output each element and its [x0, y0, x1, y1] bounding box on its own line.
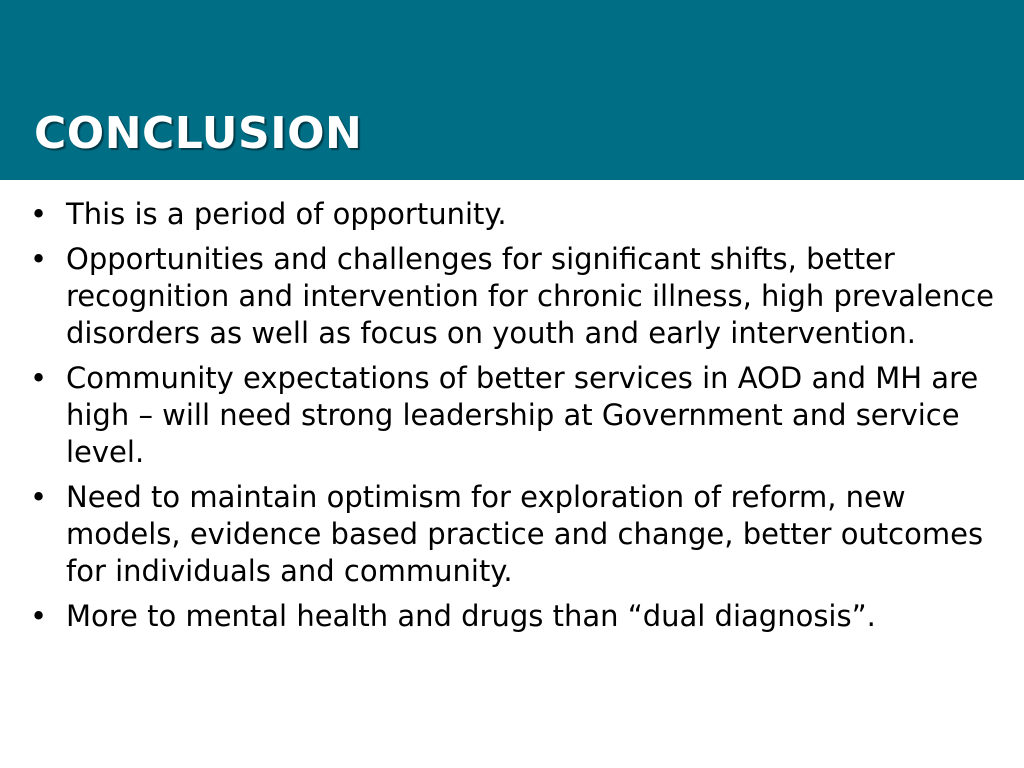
bullet-text: Need to maintain optimism for exploration of reform, new models, evidence based practice and change, better outcomes for individuals and community. — [66, 480, 984, 588]
bullet-icon: • — [30, 197, 48, 231]
bullet-item — [30, 479, 1005, 590]
bullet-icon: • — [30, 599, 48, 633]
bullet-text: Community expectations of better services in AOD and MH are high – will need strong leadership at Government and service level. — [66, 361, 979, 469]
slide-title: CONCLUSION — [34, 108, 363, 159]
bullet-text: Opportunities and challenges for significant shifts, better recognition and intervention for chronic illness, high prevalence disorders as well as focus on youth and early intervention. — [66, 242, 994, 350]
bullet-text: More to mental health and drugs than “dual diagnosis”. — [66, 599, 876, 633]
bullet-list — [30, 196, 1005, 643]
bullet-icon: • — [30, 480, 48, 514]
bullet-icon: • — [30, 242, 48, 276]
bullet-item — [30, 360, 1005, 471]
header-bar — [0, 0, 1024, 180]
bullet-text: This is a period of opportunity. — [66, 197, 507, 231]
bullet-item — [30, 196, 1005, 233]
bullet-item — [30, 598, 1005, 635]
bullet-icon: • — [30, 361, 48, 395]
bullet-item — [30, 241, 1005, 352]
